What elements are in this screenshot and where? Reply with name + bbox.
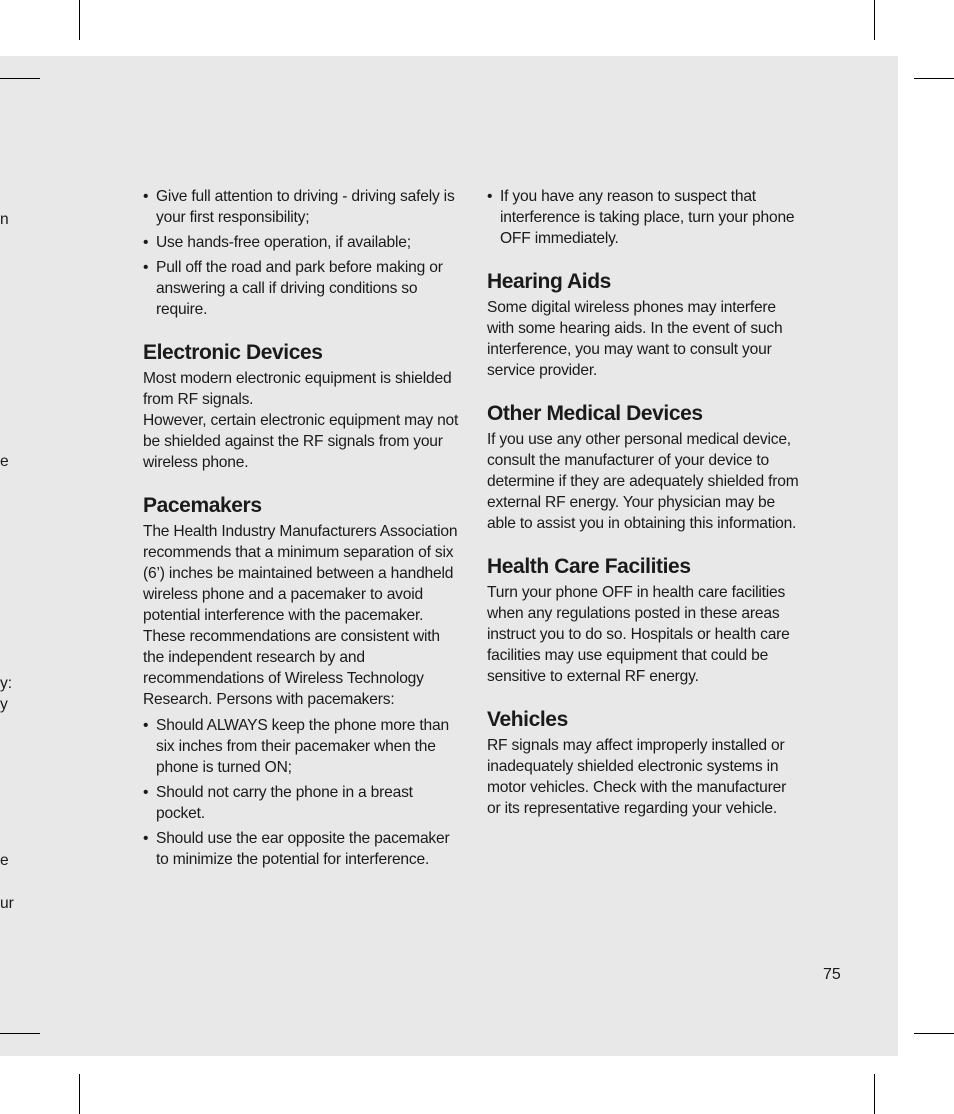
section-heading-vehicles: Vehicles (487, 708, 568, 731)
crop-mark-left-bottom (0, 1033, 40, 1034)
section-heading-other-medical-devices: Other Medical Devices (487, 402, 703, 425)
right-column (487, 186, 803, 819)
pacemaker-bullet-list (143, 715, 459, 870)
interference-bullet-list (487, 186, 803, 249)
crop-mark-bottom-left (79, 1074, 80, 1114)
crop-mark-right-bottom (914, 1033, 954, 1034)
section-paragraph: Turn your phone OFF in health care facilities when any regulations posted in these areas instruct you to do so. Hospitals or health care facilities may use equipment that could be sensitive to external RF energy. (487, 584, 790, 685)
list-item: • Should ALWAYS keep the phone more than six inches from their pacemaker when the phone is turned ON; (143, 715, 459, 778)
section-paragraph: However, certain electronic equipment may not be shielded against the RF signals from your wireless phone. (143, 412, 459, 471)
section-heading-electronic-devices: Electronic Devices (143, 341, 323, 364)
list-item: • Pull off the road and park before making or answering a call if driving conditions so require. (143, 257, 459, 320)
crop-mark-top-right (874, 0, 875, 40)
section-paragraph: The Health Industry Manufacturers Association recommends that a minimum separation of six (6’) inches be maintained between a handheld wireless phone and a pacemaker to avoid potential interference with the pacemaker. (143, 523, 458, 624)
edge-fragment: y (0, 696, 8, 713)
list-item: • Give full attention to driving - driving safely is your first responsibility; (143, 186, 459, 228)
list-item: • If you have any reason to suspect that interference is taking place, turn your phone OFF immediately. (487, 186, 803, 249)
section-paragraph: If you use any other personal medical device, consult the manufacturer of your device to determine if they are adequately shielded from external RF energy. Your physician may be able to assist you in obtaining this information. (487, 431, 799, 532)
page-number: 75 (823, 966, 841, 983)
section-paragraph: These recommendations are consistent with the independent research by and recommendations of Wireless Technology Research. Persons with pacemakers: (143, 628, 440, 708)
list-item: • Should not carry the phone in a breast pocket. (143, 782, 459, 824)
list-item: • Use hands-free operation, if available; (143, 232, 459, 253)
section-paragraph: Some digital wireless phones may interfere with some hearing aids. In the event of such interference, you may want to consult your service provider. (487, 299, 783, 379)
crop-mark-left-top (0, 78, 40, 79)
crop-mark-top-left (79, 0, 80, 40)
edge-fragment: y: (0, 675, 13, 692)
section-paragraph: RF signals may affect improperly installed or inadequately shielded electronic systems in motor vehicles. Check with the manufacturer or its representative regarding your vehicle. (487, 737, 787, 817)
section-paragraph: Most modern electronic equipment is shielded from RF signals. (143, 370, 452, 408)
edge-fragment: n (0, 211, 9, 228)
crop-mark-bottom-right (874, 1074, 875, 1114)
edge-fragment: e (0, 852, 9, 869)
list-item: • Should use the ear opposite the pacemaker to minimize the potential for interference. (143, 828, 459, 870)
edge-fragment: e (0, 453, 9, 470)
section-heading-pacemakers: Pacemakers (143, 494, 262, 517)
edge-fragment: ur (0, 895, 14, 912)
section-heading-hearing-aids: Hearing Aids (487, 270, 611, 293)
section-heading-health-care-facilities: Health Care Facilities (487, 555, 691, 578)
crop-mark-right-top (914, 78, 954, 79)
driving-bullet-list (143, 186, 459, 320)
left-column (143, 186, 459, 874)
